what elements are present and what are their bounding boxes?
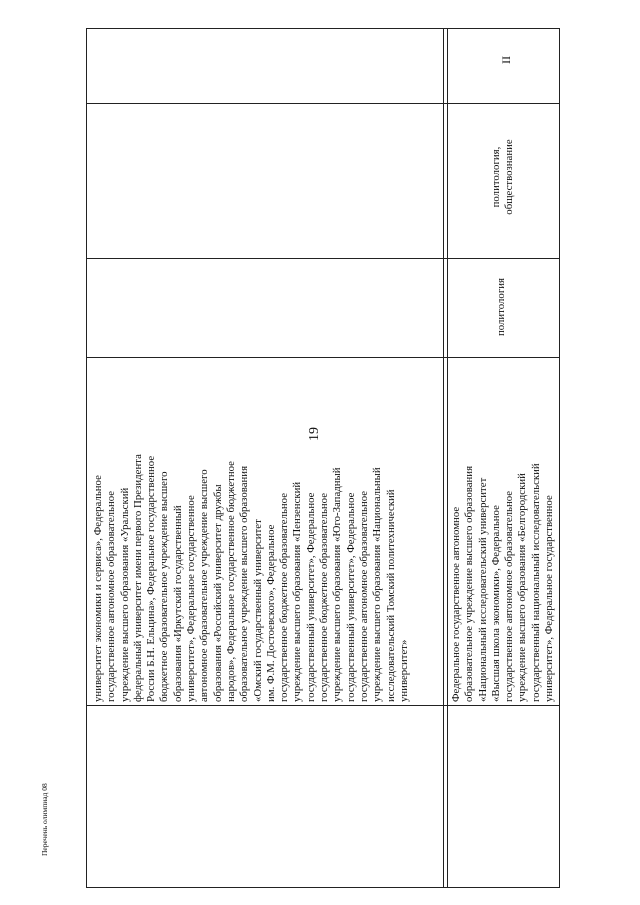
row2-org-line: «Высшая школа экономики», Федеральное — [489, 505, 502, 702]
row1-org-line: бюджетное образовательное учреждение высшего — [158, 471, 171, 702]
row1-org-line: образования «Иркутский государственный — [171, 505, 184, 702]
row2-org-line: учреждение высшего образования «Белгородский — [516, 473, 529, 702]
row1-org-line: учреждение высшего образования «Национальный — [371, 467, 384, 702]
row2-org-line: «Национальный исследовательский университет — [476, 477, 489, 702]
col-divider-bottom — [86, 887, 560, 888]
row2-profile-line: политология, — [490, 146, 502, 208]
row1-org-line: народов», Федеральное государственное бюджетное — [224, 461, 237, 702]
row1-org-line: государственное автономное образовательное — [105, 490, 118, 702]
row1-org-line: России Б.Н. Ельцина», Федеральное государственное — [145, 455, 158, 702]
row1-org-line: им. Ф.М. Достоевского», Федеральное — [264, 524, 277, 702]
table-border-left — [86, 28, 87, 888]
row1-org-line: исследовательский Томский политехнический — [384, 489, 397, 702]
row2-org-line: государственный национальный исследовательский — [529, 463, 542, 702]
row1-org-line: университет» — [397, 639, 410, 702]
row1-org-line: образовательное учреждение высшего образования — [238, 465, 251, 702]
row1-org-line: университет экономики и сервиса», Федеральное — [92, 475, 104, 702]
row1-org-line: федеральный университет имени первого Президента — [131, 454, 144, 702]
row1-org-line: учреждение высшего образования «Юго-Западный — [331, 467, 344, 702]
row2-profile-cell — [490, 132, 520, 222]
row1-org-line: государственный университет», Федеральное — [344, 492, 357, 702]
row2-org-line: государственное автономное образовательное — [503, 490, 516, 702]
row-divider-1 — [443, 28, 444, 888]
row2-organization-cell — [450, 357, 560, 702]
row1-org-line: государственное бюджетное образовательное — [278, 493, 291, 702]
row-divider-2 — [447, 28, 448, 888]
col-divider-top — [86, 28, 560, 29]
row1-org-line: университет», Федеральное государственное — [185, 495, 198, 702]
row1-org-line: «Омский государственный университет — [251, 519, 264, 702]
row1-org-line: учреждение высшего образования «Уральский — [118, 487, 131, 702]
row1-org-line: образования «Российский университет дружбы — [211, 484, 224, 702]
page-number: 19 — [307, 427, 322, 441]
row1-org-line: государственное автономное образовательное — [357, 490, 370, 702]
col-divider-4 — [86, 705, 560, 706]
row1-org-line: государственное бюджетное образовательное — [318, 493, 331, 702]
col-divider-2 — [86, 258, 560, 259]
row2-profile-line: обществознание — [503, 139, 516, 215]
row1-org-line: государственный университет», Федеральное — [304, 492, 317, 702]
col-divider-1 — [86, 103, 560, 104]
row2-org-line: Федеральное государственное автономное — [450, 506, 462, 702]
row1-organization-cell — [92, 357, 442, 702]
footer-note: Перечень олимпиад 08 — [40, 783, 49, 856]
row2-org-line: образовательное учреждение высшего образования — [463, 465, 476, 702]
row2-level-cell: II — [499, 56, 513, 64]
row1-org-line: автономное образовательное учреждение высшего — [198, 469, 211, 702]
row1-org-line: учреждение высшего образования «Пензенский — [291, 481, 304, 702]
row2-subject-cell: политология — [495, 278, 507, 336]
row2-org-line: университет», Федеральное государственное — [543, 495, 556, 702]
